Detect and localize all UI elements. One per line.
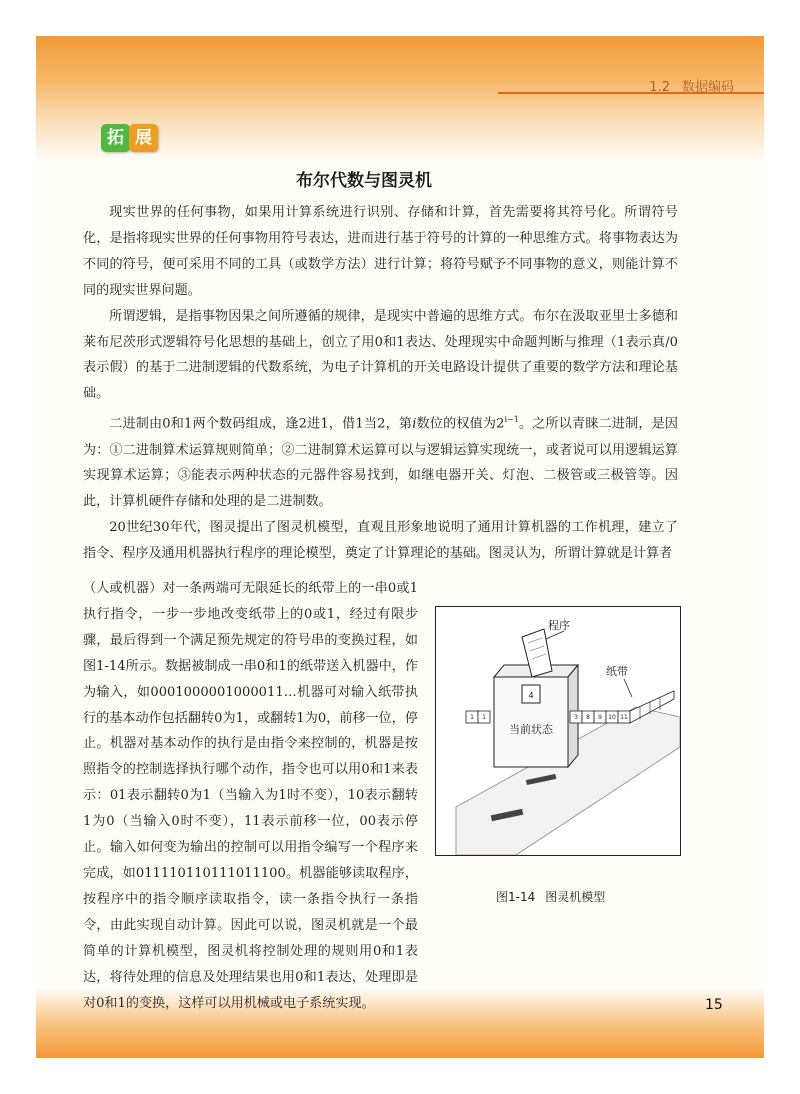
section-number: 1.2 [649,80,670,95]
body-text-full-width [83,200,678,567]
body-text-narrow-column [83,576,418,1016]
tape-cell-value: 9 [598,714,602,721]
paragraph-binary [83,407,678,515]
tape-cell-value: 8 [586,714,590,721]
tape-cell-value: 3 [574,714,578,721]
paragraph-turing-bottom: （人或机器）对一条两端可无限延长的纸带上的一串0或1执行指令，一步一步地改变纸带上的0或1，经过有限步骤，最后得到一个满足预先规定的符号串的变换过程，如图1-14所示。数据被制成一串0和1的纸带送入机器中，作为输入，如0001000001000011…机器可对输入纸带执行的基本动作包括翻转0为1，或翻转1为0，前移一位，停止。机器对基本动作的执行是由指令来控制的，机器是按照指令的控制选择执行哪个动作，指令也可以用0和1来表示：01表示翻转0为1（当输入为1时不变），10表示翻转1为0（当输入0时不变），11表示前移一位，00表示停止。输入如何变为输出的控制可以用指令编写一个程序来完成，如011110110111011100。机器能够读取程序，按程序中的指令顺序读取指令，读一条指令执行一条指令，由此实现自动计算。因此可以说，图灵机就是一个最简单的计算机模型，图灵机将控制处理的规则用0和1表达，将待处理的信息及处理结果也用0和1表达，处理即是对0和1的变换，这样可以用机械或电子系统实现。 [83,581,418,1011]
current-state-label: 当前状态 [509,723,553,736]
state-value: 4 [528,691,534,700]
binary-text-a: 二进制由0和1两个数码组成，逢2进1，借1当2，第 [109,416,413,432]
binary-text-i: i [412,416,417,432]
binary-text-b: 数位的权值为2 [416,416,505,432]
tape-cell-value: 10 [608,714,616,721]
tape-pointer [624,679,632,697]
page-number: 15 [705,997,723,1013]
tape-label: 纸带 [606,665,628,678]
extension-badge-char-2: 展 [129,124,158,152]
turing-machine-diagram [436,607,680,855]
figure-caption [496,888,605,905]
extension-badge-char-1: 拓 [101,124,130,152]
tape-cell-value: 1 [470,714,474,721]
tape-cell-value: 1 [482,714,486,721]
binary-exponent: i−1 [504,415,519,425]
figure-number: 图1-14 [496,890,536,904]
paragraph-symbolization: 现实世界的任何事物，如果用计算系统进行识别、存储和计算，首先需要将其符号化。所谓符号化，是指将现实世界的任何事物用符号表达，进而进行基于符号的计算的一种思维方式。将事物表达为不同的符号，便可采用不同的工具（或数学方法）进行计算；将符号赋予不同事物的意义，则能计算不同的现实世界问题。 [83,205,678,298]
paragraph-turing-top: 20世纪30年代，图灵提出了图灵机模型，直观且形象地说明了通用计算机器的工作机理，建立了指令、程序及通用机器执行程序的理论模型，奠定了计算理论的基础。图灵认为，所谓计算就是计算者 [83,520,678,562]
binary-text-c: 。之所以青睐二进制，是因为：①二进制算术运算规则简单；②二进制算术运算可以与逻辑运算实现统一，或者说可以用逻辑运算实现算术运算；③能表示两种状态的元器件容易找到，如继电器开关、灯泡、二极管或三极管等。因此，计算机硬件存储和处理的是二进制数。 [83,416,679,510]
running-header [649,76,734,95]
section-title: 数据编码 [681,80,734,95]
program-pointer [546,631,564,639]
turing-machine-figure [435,606,681,856]
figure-title: 图灵机模型 [545,890,606,904]
paragraph-logic: 所谓逻辑，是指事物因果之间所遵循的规律，是现实中普遍的思维方式。布尔在汲取亚里士多德和莱布尼茨形式逻辑符号化思想的基础上，创立了用0和1表达、处理现实中命题判断与推理（1表示真/0表示假）的基于二进制逻辑的代数系统，为电子计算机的开关电路设计提供了重要的数学方法和理论基础。 [83,308,678,402]
article-title: 布尔代数与图灵机 [296,171,432,191]
program-label: 程序 [548,619,570,632]
tape-cell-value: 11 [620,714,628,721]
